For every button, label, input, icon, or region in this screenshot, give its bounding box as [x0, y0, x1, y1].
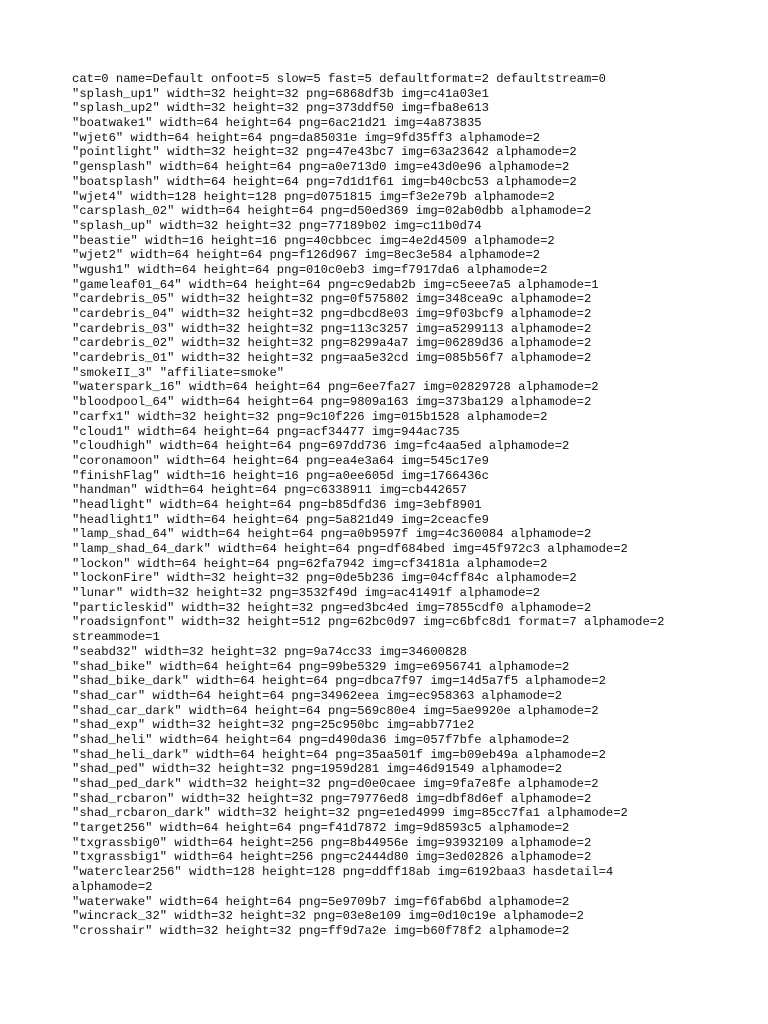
document-line: "lunar" width=32 height=32 png=3532f49d img=ac41491f alphamode=2 — [72, 586, 541, 601]
document-line: "particleskid" width=32 height=32 png=ed3bc4ed img=7855cdf0 alphamode=2 — [72, 600, 592, 615]
header-line: cat=0 name=Default onfoot=5 slow=5 fast=5 defaultformat=2 defaultstream=0 — [72, 72, 606, 86]
document-line: "gensplash" width=64 height=64 png=a0e713d0 img=e43d0e96 alphamode=2 — [72, 160, 570, 175]
document-line: "cardebris_01" width=32 height=32 png=aa5e32cd img=085b56f7 alphamode=2 — [72, 351, 592, 366]
document-line: "wjet2" width=64 height=64 png=f126d967 img=8ec3e584 alphamode=2 — [72, 248, 541, 263]
document-line: "splash_up1" width=32 height=32 png=6868df3b img=c41a03e1 — [72, 86, 489, 101]
document-line: "lockon" width=64 height=64 png=62fa7942 img=cf34181a alphamode=2 — [72, 556, 548, 571]
document-line: "shad_bike_dark" width=64 height=64 png=dbca7f97 img=14d5a7f5 alphamode=2 — [72, 674, 606, 689]
document-line: "roadsignfont" width=32 height=512 png=62bc0d97 img=c6bfc8d1 format=7 alphamode=2 — [72, 615, 665, 630]
document-line: "headlight" width=64 height=64 png=b85dfd36 img=3ebf8901 — [72, 497, 482, 512]
document-line: "splash_up2" width=32 height=32 png=373ddf50 img=fba8e613 — [72, 101, 489, 116]
document-line: "shad_heli" width=64 height=64 png=d490da36 img=057f7bfe alphamode=2 — [72, 732, 570, 747]
document-line: "shad_exp" width=32 height=32 png=25c950bc img=abb771e2 — [72, 718, 475, 733]
document-line: "carfx1" width=32 height=32 png=9c10f226 img=015b1528 alphamode=2 — [72, 409, 548, 424]
document-line: "cardebris_02" width=32 height=32 png=8299a4a7 img=06289d36 alphamode=2 — [72, 336, 592, 351]
document-line: "txgrassbig0" width=64 height=256 png=8b44956e img=93932109 alphamode=2 — [72, 835, 592, 850]
document-line: "cardebris_04" width=32 height=32 png=dbcd8e03 img=9f03bcf9 alphamode=2 — [72, 307, 592, 321]
document-line: "txgrassbig1" width=64 height=256 png=c2444d80 img=3ed02826 alphamode=2 — [72, 850, 592, 865]
document-line: streammode=1 — [72, 630, 160, 645]
document-line: "gameleaf01_64" width=64 height=64 png=c9edab2b img=c5eee7a5 alphamode=1 — [72, 277, 599, 292]
document-line: "shad_ped" width=32 height=32 png=1959d281 img=46d91549 alphamode=2 — [72, 762, 563, 777]
document-line: "lamp_shad_64" width=64 height=64 png=a0b9597f img=4c360084 alphamode=2 — [72, 527, 592, 542]
document-line: "cloudhigh" width=64 height=64 png=697dd736 img=fc4aa5ed alphamode=2 — [72, 439, 570, 454]
document-line: "shad_ped_dark" width=32 height=32 png=d0e0caee img=9fa7e8fe alphamode=2 — [72, 777, 599, 791]
document-line: "wgush1" width=64 height=64 png=010c0eb3 img=f7917da6 alphamode=2 — [72, 262, 548, 277]
document-line: "target256" width=64 height=64 png=f41d7872 img=9d8593c5 alphamode=2 — [72, 821, 570, 836]
document-line: "shad_bike" width=64 height=64 png=99be5329 img=e6956741 alphamode=2 — [72, 659, 570, 674]
document-line: alphamode=2 — [72, 879, 153, 894]
document-line: "wincrack_32" width=32 height=32 png=03e8e109 img=0d10c19e alphamode=2 — [72, 909, 584, 924]
document-line: "shad_rcbaron" width=32 height=32 png=79776ed8 img=dbf8d6ef alphamode=2 — [72, 791, 592, 806]
document-line: "waterwake" width=64 height=64 png=5e9709b7 img=f6fab6bd alphamode=2 — [72, 894, 570, 909]
document-line: "seabd32" width=32 height=32 png=9a74cc33 img=34600828 — [72, 644, 467, 659]
document-line: "shad_car_dark" width=64 height=64 png=569c80e4 img=5ae9920e alphamode=2 — [72, 703, 599, 718]
document-line: "boatsplash" width=64 height=64 png=7d1d1f61 img=b40cbc53 alphamode=2 — [72, 174, 577, 189]
document-line: "coronamoon" width=64 height=64 png=ea4e3a64 img=545c17e9 — [72, 453, 489, 468]
document-line: "shad_rcbaron_dark" width=32 height=32 png=e1ed4999 img=85cc7fa1 alphamode=2 — [72, 806, 628, 821]
document-line: "cloud1" width=64 height=64 png=acf34477 img=944ac735 — [72, 424, 460, 439]
document-line: "cardebris_03" width=32 height=32 png=113c3257 img=a5299113 alphamode=2 — [72, 321, 592, 336]
document-line: "shad_heli_dark" width=64 height=64 png=35aa501f img=b09eb49a alphamode=2 — [72, 747, 606, 762]
document-text-block — [72, 72, 692, 939]
document-line: "boatwake1" width=64 height=64 png=6ac21d21 img=4a873835 — [72, 116, 482, 131]
document-line: "splash_up" width=32 height=32 png=77189b02 img=c11b0d74 — [72, 218, 482, 233]
document-line: "shad_car" width=64 height=64 png=34962eea img=ec958363 alphamode=2 — [72, 688, 563, 703]
document-line: "cardebris_05" width=32 height=32 png=0f575802 img=348cea9c alphamode=2 — [72, 292, 592, 307]
document-line: "crosshair" width=32 height=32 png=ff9d7a2e img=b60f78f2 alphamode=2 — [72, 923, 570, 938]
document-line: "waterclear256" width=128 height=128 png=ddff18ab img=6192baa3 hasdetail=4 — [72, 865, 614, 880]
document-line: "smokeII_3" "affiliate=smoke" — [72, 365, 285, 380]
document-line: "handman" width=64 height=64 png=c6338911 img=cb442657 — [72, 483, 467, 498]
document-line: "pointlight" width=32 height=32 png=47e43bc7 img=63a23642 alphamode=2 — [72, 145, 577, 160]
document-line: "carsplash_02" width=64 height=64 png=d50ed369 img=02ab0dbb alphamode=2 — [72, 204, 592, 219]
document-line: "finishFlag" width=16 height=16 png=a0ee605d img=1766436c — [72, 468, 489, 483]
document-line: "beastie" width=16 height=16 png=40cbbcec img=4e2d4509 alphamode=2 — [72, 233, 555, 248]
document-line: "lockonFire" width=32 height=32 png=0de5b236 img=04cff84c alphamode=2 — [72, 571, 577, 586]
document-line: "wjet4" width=128 height=128 png=d0751815 img=f3e2e79b alphamode=2 — [72, 189, 555, 204]
document-line: "wjet6" width=64 height=64 png=da85031e img=9fd35ff3 alphamode=2 — [72, 130, 541, 145]
document-line: "waterspark_16" width=64 height=64 png=6ee7fa27 img=02829728 alphamode=2 — [72, 380, 599, 395]
document-line: "bloodpool_64" width=64 height=64 png=9809a163 img=373ba129 alphamode=2 — [72, 395, 592, 410]
document-line: "lamp_shad_64_dark" width=64 height=64 png=df684bed img=45f972c3 alphamode=2 — [72, 542, 628, 556]
document-line: "headlight1" width=64 height=64 png=5a821d49 img=2ceacfe9 — [72, 512, 489, 527]
